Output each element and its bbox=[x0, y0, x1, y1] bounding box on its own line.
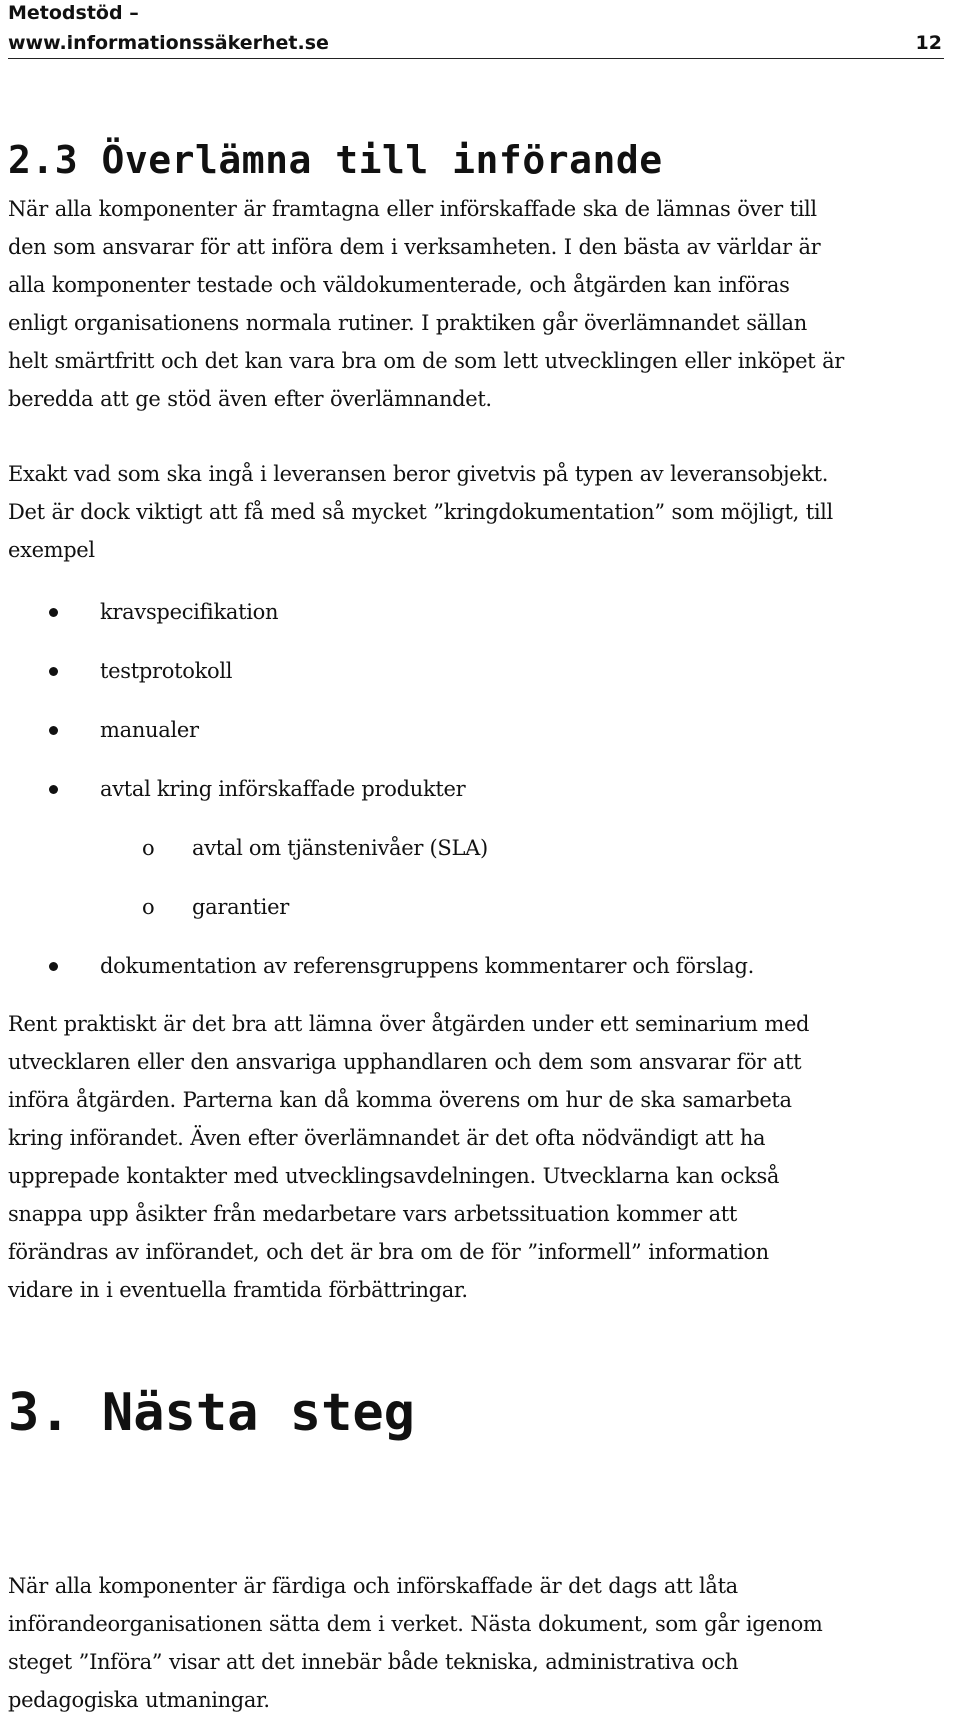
text-line: utvecklaren eller den ansvariga upphandlaren och dem som ansvarar för att bbox=[8, 1050, 802, 1074]
text-line: Det är dock viktigt att få med så mycket ”kringdokumentation” som möjligt, till bbox=[8, 500, 833, 524]
text-line: helt smärtfritt och det kan vara bra om de som lett utvecklingen eller inköpet är bbox=[8, 349, 844, 373]
text-line: förändras av införandet, och det är bra om de för ”informell” information bbox=[8, 1240, 769, 1264]
list-item: dokumentation av referensgruppens kommentarer och förslag. bbox=[100, 954, 755, 978]
text-line: pedagogiska utmaningar. bbox=[8, 1688, 270, 1712]
sub-bullet-marker: o bbox=[142, 836, 155, 860]
bullet-dot-icon bbox=[49, 962, 58, 971]
section-heading-3: 3. Nästa steg bbox=[8, 1383, 415, 1443]
section-heading-2-3: 2.3 Överlämna till införande bbox=[8, 138, 663, 182]
text-line: När alla komponenter är färdiga och införskaffade är det dags att låta bbox=[8, 1574, 738, 1598]
text-line: Rent praktiskt är det bra att lämna över åtgärden under ett seminarium med bbox=[8, 1012, 810, 1036]
text-line: kring införandet. Även efter överlämnandet är det ofta nödvändigt att ha bbox=[8, 1126, 766, 1150]
page-number: 12 bbox=[915, 32, 942, 54]
text-line: snappa upp åsikter från medarbetare vars arbetssituation kommer att bbox=[8, 1202, 737, 1226]
paragraph-intro bbox=[8, 190, 952, 418]
list-item: avtal kring införskaffade produkter bbox=[100, 777, 466, 801]
sub-bullet-marker: o bbox=[142, 895, 155, 919]
text-line: införa åtgärden. Parterna kan då komma överens om hur de ska samarbeta bbox=[8, 1088, 792, 1112]
text-line: upprepade kontakter med utvecklingsavdelningen. Utvecklarna kan också bbox=[8, 1164, 780, 1188]
text-line: När alla komponenter är framtagna eller införskaffade ska de lämnas över till bbox=[8, 197, 817, 221]
sub-list-item: avtal om tjänstenivåer (SLA) bbox=[192, 836, 488, 860]
page-header bbox=[8, 0, 944, 59]
paragraph-next-step bbox=[8, 1567, 952, 1719]
text-line: Exakt vad som ska ingå i leveransen beror givetvis på typen av leveransobjekt. bbox=[8, 462, 829, 486]
paragraph-delivery bbox=[8, 455, 952, 569]
text-line: steget ”Införa” visar att det innebär både tekniska, administrativa och bbox=[8, 1650, 739, 1674]
list-item: testprotokoll bbox=[100, 659, 233, 683]
header-title: Metodstöd – bbox=[8, 2, 139, 24]
text-line: beredda att ge stöd även efter överlämnandet. bbox=[8, 387, 492, 411]
text-line: införandeorganisationen sätta dem i verket. Nästa dokument, som går igenom bbox=[8, 1612, 823, 1636]
text-line: den som ansvarar för att införa dem i verksamheten. I den bästa av världar är bbox=[8, 235, 821, 259]
header-website: www.informationssäkerhet.se bbox=[8, 32, 329, 54]
bullet-dot-icon bbox=[49, 785, 58, 794]
list-item: kravspecifikation bbox=[100, 600, 279, 624]
text-line: enligt organisationens normala rutiner. I praktiken går överlämnandet sällan bbox=[8, 311, 807, 335]
bullet-dot-icon bbox=[49, 608, 58, 617]
text-line: alla komponenter testade och väldokumenterade, och åtgärden kan införas bbox=[8, 273, 790, 297]
paragraph-seminar bbox=[8, 1005, 952, 1309]
text-line: exempel bbox=[8, 538, 95, 562]
bullet-dot-icon bbox=[49, 667, 58, 676]
text-line: vidare in i eventuella framtida förbättringar. bbox=[8, 1278, 468, 1302]
list-item: manualer bbox=[100, 718, 199, 742]
sub-list-item: garantier bbox=[192, 895, 289, 919]
bullet-dot-icon bbox=[49, 726, 58, 735]
